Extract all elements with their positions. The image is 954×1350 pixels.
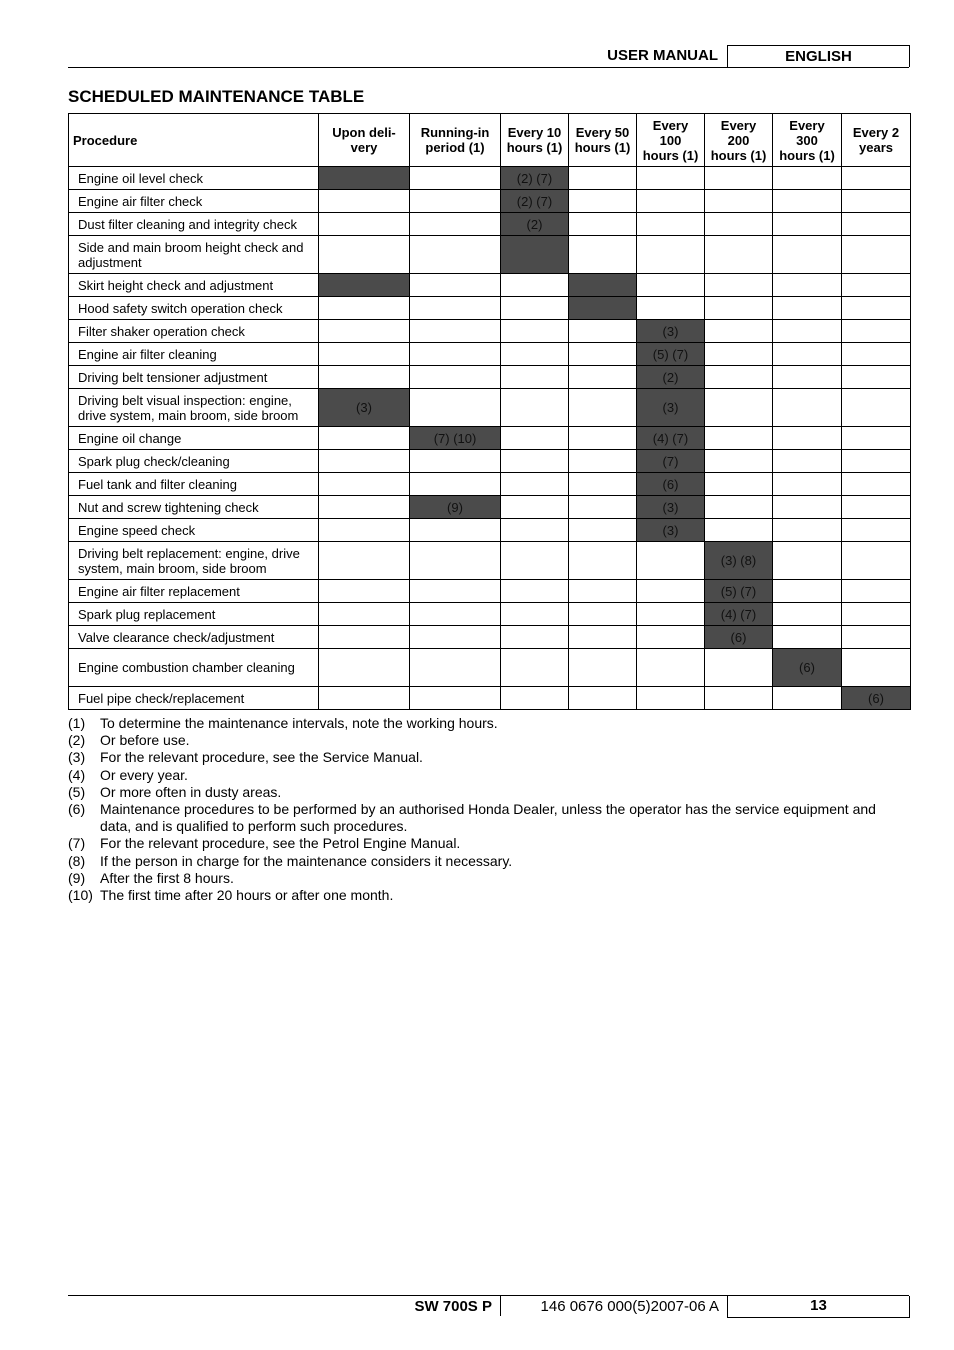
empty-cell — [842, 190, 911, 213]
table-row — [69, 519, 911, 542]
empty-cell — [705, 389, 773, 427]
footnotes — [68, 715, 910, 904]
empty-cell — [637, 687, 705, 710]
empty-cell — [319, 580, 410, 603]
empty-cell — [501, 427, 569, 450]
footnote-item — [68, 801, 910, 835]
empty-cell — [773, 427, 842, 450]
empty-cell — [842, 496, 911, 519]
empty-cell — [319, 542, 410, 580]
empty-cell — [569, 626, 637, 649]
header-language-label: ENGLISH — [727, 45, 910, 67]
empty-cell — [319, 687, 410, 710]
empty-cell — [637, 649, 705, 687]
table-row — [69, 320, 911, 343]
procedure-name: Engine oil change — [69, 427, 319, 450]
empty-cell — [842, 427, 911, 450]
scheduled-cell: (3) — [637, 519, 705, 542]
header-rule — [68, 67, 909, 68]
empty-cell — [501, 297, 569, 320]
empty-cell — [569, 473, 637, 496]
empty-cell — [501, 343, 569, 366]
empty-cell — [569, 603, 637, 626]
empty-cell — [569, 320, 637, 343]
empty-cell — [637, 236, 705, 274]
empty-cell — [569, 649, 637, 687]
empty-cell — [773, 450, 842, 473]
empty-cell — [410, 190, 501, 213]
table-row — [69, 649, 911, 687]
scheduled-cell: (2) (7) — [501, 190, 569, 213]
scheduled-cell: (4) (7) — [637, 427, 705, 450]
empty-cell — [410, 236, 501, 274]
footer-separator — [500, 1296, 501, 1316]
empty-cell — [705, 473, 773, 496]
empty-cell — [569, 167, 637, 190]
empty-cell — [569, 366, 637, 389]
footnote-text: If the person in charge for the maintenance considers it necessary. — [100, 852, 513, 869]
empty-cell — [637, 297, 705, 320]
empty-cell — [842, 603, 911, 626]
empty-cell — [842, 274, 911, 297]
scheduled-cell: (6) — [637, 473, 705, 496]
empty-cell — [319, 450, 410, 473]
empty-cell — [319, 320, 410, 343]
empty-cell — [842, 542, 911, 580]
table-row — [69, 496, 911, 519]
empty-cell — [773, 297, 842, 320]
procedure-name: Engine air filter replacement — [69, 580, 319, 603]
table-row — [69, 297, 911, 320]
scheduled-cell — [569, 274, 637, 297]
empty-cell — [773, 190, 842, 213]
empty-cell — [501, 320, 569, 343]
footnote-number: (7) — [68, 835, 86, 852]
empty-cell — [842, 297, 911, 320]
empty-cell — [773, 603, 842, 626]
procedure-name: Skirt height check and adjustment — [69, 274, 319, 297]
column-header-running-in: Running-in period (1) — [410, 114, 501, 167]
footnote-text: For the relevant procedure, see the Service Manual. — [100, 749, 423, 766]
footnote-text: Maintenance procedures to be performed by an authorised Honda Dealer, unless the operator has the service equipment and data, and is qualified to perform such procedures. — [100, 801, 876, 835]
scheduled-cell: (5) (7) — [705, 580, 773, 603]
empty-cell — [705, 320, 773, 343]
empty-cell — [501, 687, 569, 710]
empty-cell — [501, 389, 569, 427]
empty-cell — [773, 343, 842, 366]
empty-cell — [842, 473, 911, 496]
procedure-name: Hood safety switch operation check — [69, 297, 319, 320]
procedure-name: Side and main broom height check and adjustment — [69, 236, 319, 274]
table-row — [69, 389, 911, 427]
scheduled-cell — [569, 297, 637, 320]
empty-cell — [569, 389, 637, 427]
empty-cell — [410, 450, 501, 473]
empty-cell — [569, 580, 637, 603]
empty-cell — [637, 626, 705, 649]
footnote-text: For the relevant procedure, see the Petrol Engine Manual. — [100, 835, 461, 852]
empty-cell — [705, 190, 773, 213]
empty-cell — [501, 274, 569, 297]
scheduled-cell: (2) — [501, 213, 569, 236]
footer-model: SW 700S P — [414, 1298, 492, 1315]
empty-cell — [410, 320, 501, 343]
empty-cell — [501, 603, 569, 626]
column-header-every-10-hours: Every 10 hours (1) — [501, 114, 569, 167]
procedure-name: Driving belt tensioner adjustment — [69, 366, 319, 389]
empty-cell — [319, 366, 410, 389]
footnote-text: Or before use. — [100, 732, 190, 749]
scheduled-cell: (2) — [637, 366, 705, 389]
empty-cell — [637, 580, 705, 603]
empty-cell — [501, 366, 569, 389]
procedure-name: Fuel pipe check/replacement — [69, 687, 319, 710]
empty-cell — [410, 274, 501, 297]
empty-cell — [569, 427, 637, 450]
table-row — [69, 542, 911, 580]
empty-cell — [842, 389, 911, 427]
procedure-name: Engine air filter cleaning — [69, 343, 319, 366]
empty-cell — [410, 519, 501, 542]
scheduled-cell: (3) — [637, 320, 705, 343]
empty-cell — [842, 649, 911, 687]
empty-cell — [842, 626, 911, 649]
empty-cell — [773, 274, 842, 297]
empty-cell — [501, 450, 569, 473]
footnote-item — [68, 715, 910, 732]
empty-cell — [773, 473, 842, 496]
empty-cell — [773, 236, 842, 274]
footnote-number: (5) — [68, 783, 86, 800]
empty-cell — [842, 450, 911, 473]
scheduled-cell: (7) (10) — [410, 427, 501, 450]
empty-cell — [319, 213, 410, 236]
empty-cell — [842, 213, 911, 236]
empty-cell — [569, 687, 637, 710]
table-row — [69, 190, 911, 213]
scheduled-cell — [501, 236, 569, 274]
footnote-item — [68, 784, 910, 801]
scheduled-cell: (4) (7) — [705, 603, 773, 626]
table-row — [69, 366, 911, 389]
empty-cell — [501, 473, 569, 496]
empty-cell — [842, 236, 911, 274]
scheduled-cell — [319, 167, 410, 190]
empty-cell — [410, 603, 501, 626]
empty-cell — [569, 519, 637, 542]
empty-cell — [705, 343, 773, 366]
empty-cell — [569, 542, 637, 580]
empty-cell — [637, 213, 705, 236]
empty-cell — [569, 213, 637, 236]
empty-cell — [705, 427, 773, 450]
column-header-procedure: Procedure — [69, 114, 319, 167]
empty-cell — [773, 519, 842, 542]
empty-cell — [410, 213, 501, 236]
empty-cell — [410, 473, 501, 496]
empty-cell — [319, 473, 410, 496]
page-number: 13 — [727, 1296, 910, 1318]
empty-cell — [319, 297, 410, 320]
table-row — [69, 236, 911, 274]
scheduled-cell: (6) — [705, 626, 773, 649]
scheduled-cell: (3) — [319, 389, 410, 427]
empty-cell — [705, 167, 773, 190]
empty-cell — [705, 450, 773, 473]
footnote-text: The first time after 20 hours or after one month. — [100, 887, 394, 904]
table-row — [69, 626, 911, 649]
empty-cell — [319, 496, 410, 519]
footnote-text: After the first 8 hours. — [100, 869, 234, 886]
empty-cell — [319, 603, 410, 626]
footnote-item — [68, 870, 910, 887]
table-row — [69, 473, 911, 496]
empty-cell — [569, 450, 637, 473]
footnote-number: (9) — [68, 869, 86, 886]
footnote-item — [68, 749, 910, 766]
footnote-number: (6) — [68, 801, 86, 818]
empty-cell — [410, 389, 501, 427]
procedure-name: Spark plug replacement — [69, 603, 319, 626]
procedure-name: Engine combustion chamber cleaning — [69, 649, 319, 687]
empty-cell — [410, 167, 501, 190]
empty-cell — [705, 496, 773, 519]
footnote-text: To determine the maintenance intervals, note the working hours. — [100, 715, 498, 731]
empty-cell — [410, 297, 501, 320]
empty-cell — [773, 167, 842, 190]
empty-cell — [410, 542, 501, 580]
empty-cell — [319, 519, 410, 542]
empty-cell — [501, 496, 569, 519]
empty-cell — [319, 343, 410, 366]
table-header-row — [69, 114, 911, 167]
footnote-item — [68, 853, 910, 870]
procedure-name: Engine speed check — [69, 519, 319, 542]
empty-cell — [319, 427, 410, 450]
empty-cell — [773, 496, 842, 519]
maintenance-table — [68, 113, 911, 710]
footnote-number: (3) — [68, 749, 86, 766]
empty-cell — [319, 649, 410, 687]
footnote-number: (10) — [68, 887, 93, 904]
empty-cell — [773, 366, 842, 389]
empty-cell — [410, 626, 501, 649]
footnote-item — [68, 732, 910, 749]
column-header-every-2-years: Every 2 years — [842, 114, 911, 167]
empty-cell — [705, 274, 773, 297]
table-row — [69, 450, 911, 473]
footnote-item — [68, 767, 910, 784]
empty-cell — [842, 366, 911, 389]
table-row — [69, 687, 911, 710]
empty-cell — [842, 580, 911, 603]
empty-cell — [501, 542, 569, 580]
table-row — [69, 167, 911, 190]
footnote-item — [68, 835, 910, 852]
procedure-name: Valve clearance check/adjustment — [69, 626, 319, 649]
page-title: SCHEDULED MAINTENANCE TABLE — [68, 87, 365, 106]
scheduled-cell: (3) (8) — [705, 542, 773, 580]
empty-cell — [501, 626, 569, 649]
table-row — [69, 603, 911, 626]
empty-cell — [319, 236, 410, 274]
empty-cell — [410, 687, 501, 710]
empty-cell — [773, 542, 842, 580]
empty-cell — [705, 297, 773, 320]
procedure-name: Spark plug check/cleaning — [69, 450, 319, 473]
footnote-text: Or more often in dusty areas. — [100, 783, 282, 800]
procedure-name: Dust filter cleaning and integrity check — [69, 213, 319, 236]
table-row — [69, 213, 911, 236]
header-manual-label: USER MANUAL — [607, 47, 718, 64]
footer-document-code: 146 0676 000(5)2007-06 A — [540, 1298, 719, 1315]
empty-cell — [705, 649, 773, 687]
empty-cell — [569, 496, 637, 519]
empty-cell — [637, 542, 705, 580]
empty-cell — [705, 213, 773, 236]
empty-cell — [842, 519, 911, 542]
empty-cell — [637, 274, 705, 297]
empty-cell — [773, 687, 842, 710]
empty-cell — [501, 580, 569, 603]
empty-cell — [705, 366, 773, 389]
empty-cell — [637, 603, 705, 626]
empty-cell — [410, 366, 501, 389]
empty-cell — [637, 190, 705, 213]
scheduled-cell: (7) — [637, 450, 705, 473]
column-header-upon-delivery: Upon deli- very — [319, 114, 410, 167]
empty-cell — [319, 190, 410, 213]
empty-cell — [501, 519, 569, 542]
empty-cell — [410, 649, 501, 687]
empty-cell — [569, 190, 637, 213]
empty-cell — [842, 167, 911, 190]
empty-cell — [705, 687, 773, 710]
scheduled-cell: (3) — [637, 389, 705, 427]
footnote-item — [68, 887, 910, 904]
empty-cell — [637, 167, 705, 190]
column-header-every-50-hours: Every 50 hours (1) — [569, 114, 637, 167]
empty-cell — [842, 343, 911, 366]
empty-cell — [842, 320, 911, 343]
empty-cell — [773, 213, 842, 236]
empty-cell — [410, 580, 501, 603]
column-header-every-100-hours: Every 100 hours (1) — [637, 114, 705, 167]
scheduled-cell: (6) — [773, 649, 842, 687]
empty-cell — [410, 343, 501, 366]
footnote-text: Or every year. — [100, 766, 188, 783]
empty-cell — [569, 343, 637, 366]
procedure-name: Engine oil level check — [69, 167, 319, 190]
column-header-every-200-hours: Every 200 hours (1) — [705, 114, 773, 167]
table-row — [69, 274, 911, 297]
scheduled-cell: (9) — [410, 496, 501, 519]
scheduled-cell — [319, 274, 410, 297]
empty-cell — [569, 236, 637, 274]
footnote-number: (2) — [68, 732, 86, 749]
procedure-name: Driving belt visual inspection: engine, drive system, main broom, side broom — [69, 389, 319, 427]
footnote-number: (1) — [68, 715, 86, 731]
table-row — [69, 343, 911, 366]
footnote-number: (8) — [68, 852, 86, 869]
procedure-name: Nut and screw tightening check — [69, 496, 319, 519]
empty-cell — [773, 320, 842, 343]
procedure-name: Engine air filter check — [69, 190, 319, 213]
empty-cell — [773, 626, 842, 649]
scheduled-cell: (2) (7) — [501, 167, 569, 190]
table-row — [69, 427, 911, 450]
procedure-name: Driving belt replacement: engine, drive system, main broom, side broom — [69, 542, 319, 580]
scheduled-cell: (3) — [637, 496, 705, 519]
empty-cell — [705, 519, 773, 542]
column-header-every-300-hours: Every 300 hours (1) — [773, 114, 842, 167]
procedure-name: Fuel tank and filter cleaning — [69, 473, 319, 496]
empty-cell — [501, 649, 569, 687]
empty-cell — [705, 236, 773, 274]
scheduled-cell: (6) — [842, 687, 911, 710]
footnote-number: (4) — [68, 766, 86, 783]
empty-cell — [773, 389, 842, 427]
empty-cell — [773, 580, 842, 603]
table-row — [69, 580, 911, 603]
empty-cell — [319, 626, 410, 649]
procedure-name: Filter shaker operation check — [69, 320, 319, 343]
scheduled-cell: (5) (7) — [637, 343, 705, 366]
